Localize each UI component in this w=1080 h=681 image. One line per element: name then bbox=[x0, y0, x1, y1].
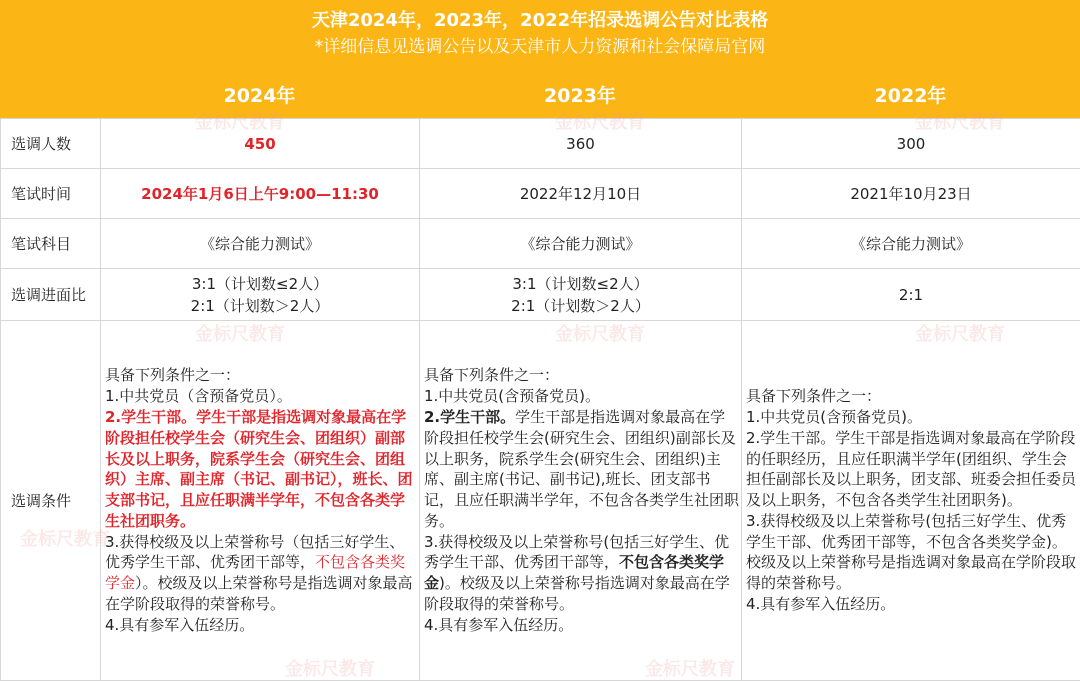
count-2024: 450 bbox=[101, 119, 420, 169]
exam-time-2023: 2022年12月10日 bbox=[420, 169, 742, 219]
cond-2022-intro: 具备下列条件之一： bbox=[746, 386, 1078, 407]
cond-2023-intro: 具备下列条件之一： bbox=[424, 365, 739, 386]
cond-2024-item3-c: ）。校级及以上荣誉称号是指选调对象最高在学阶段取得的荣誉称号。 bbox=[105, 574, 413, 613]
ratio-2023 bbox=[420, 269, 742, 321]
watermark: 金标尺教育 bbox=[915, 320, 1005, 346]
table-row bbox=[1, 321, 1080, 681]
table-row bbox=[1, 219, 1080, 269]
cond-2023-item1: 1.中共党员(含预备党员)。 bbox=[424, 386, 739, 407]
cond-2023-item3 bbox=[424, 532, 739, 615]
ratio-2024-line1: 3:1（计划数≤2人） bbox=[101, 273, 419, 295]
table-subtitle: *详细信息见选调公告以及天津市人力资源和社会保障局官网 bbox=[0, 36, 1080, 58]
row-label-exam-subject: 笔试科目 bbox=[1, 219, 101, 269]
count-2022: 300 bbox=[742, 119, 1080, 169]
table-row bbox=[1, 269, 1080, 321]
cond-2024-item3-highlight: 不包含各类奖学金 bbox=[105, 553, 405, 592]
ratio-2022: 2:1 bbox=[742, 269, 1080, 321]
watermark: 金标尺教育 bbox=[285, 655, 375, 681]
year-header-row bbox=[0, 70, 1080, 118]
row-label-count: 选调人数 bbox=[1, 119, 101, 169]
cond-2023-item4: 4.具有参军入伍经历。 bbox=[424, 615, 739, 636]
year-2023-header: 2023年 bbox=[419, 70, 741, 118]
cond-2023-item2 bbox=[424, 407, 739, 532]
ratio-2024 bbox=[101, 269, 420, 321]
exam-time-2024: 2024年1月6日上午9:00—11:30 bbox=[101, 169, 420, 219]
year-2022-header: 2022年 bbox=[741, 70, 1080, 118]
cond-2023-item2-body: 学生干部是指选调对象最高在学阶段担任校学生会(研究生会、团组织)副部长及以上职务，院系学生会(研究生会、团组织)主席、副主席(书记、副书记),班长、团支部书记，且应任职满半学年，不包含各类学生社团职务。 bbox=[424, 408, 739, 530]
exam-time-2022: 2021年10月23日 bbox=[742, 169, 1080, 219]
cond-2024-item2: 2.学生干部。学生干部是指选调对象最高在学阶段担任校学生会（研究生会、团组织）副部长及以上职务，院系学生会（研究生会、团组织）主席、副主席（书记、副书记），班长、团支部书记，且应任职满半学年，不包含各类学生社团职务。 bbox=[105, 407, 417, 532]
cond-2022-item4: 4.具有参军入伍经历。 bbox=[746, 594, 1078, 615]
watermark: 金标尺教育 bbox=[645, 655, 735, 681]
exam-subject-2023: 《综合能力测试》 bbox=[420, 219, 742, 269]
year-2024-header: 2024年 bbox=[100, 70, 419, 118]
conditions-2022 bbox=[742, 321, 1080, 681]
row-label-ratio: 选调进面比 bbox=[1, 269, 101, 321]
ratio-2023-line1: 3:1（计划数≤2人） bbox=[420, 273, 741, 295]
cond-2022-item3: 3.获得校级及以上荣誉称号(包括三好学生、优秀学生干部、优秀团干部等，不包含各类奖学金)。校级及以上荣誉称号是指选调对象最高在学阶段取得的荣誉称号。 bbox=[746, 511, 1078, 594]
exam-subject-2022: 《综合能力测试》 bbox=[742, 219, 1080, 269]
row-label-conditions: 选调条件 bbox=[1, 321, 101, 681]
table-title: 天津2024年，2023年，2022年招录选调公告对比表格 bbox=[0, 0, 1080, 32]
cond-2024-item1: 1.中共党员（含预备党员）。 bbox=[105, 386, 417, 407]
table-row bbox=[1, 169, 1080, 219]
cond-2024-intro: 具备下列条件之一： bbox=[105, 365, 417, 386]
count-2023: 360 bbox=[420, 119, 742, 169]
watermark: 金标尺教育 bbox=[195, 320, 285, 346]
cond-2024-item3 bbox=[105, 532, 417, 615]
watermark: 金标尺教育 bbox=[555, 108, 645, 134]
cond-2024-item4: 4.具有参军入伍经历。 bbox=[105, 615, 417, 636]
cond-2023-item3-a: 3.获得校级及以上荣誉称号(包括三好学生、优秀学生干部、优秀团干部等， bbox=[424, 533, 729, 572]
watermark: 金标尺教育 bbox=[20, 525, 110, 551]
exam-subject-2024: 《综合能力测试》 bbox=[101, 219, 420, 269]
cond-2022-item1: 1.中共党员(含预备党员)。 bbox=[746, 407, 1078, 428]
ratio-2024-line2: 2:1（计划数＞2人） bbox=[101, 295, 419, 317]
conditions-2024 bbox=[101, 321, 420, 681]
cond-2023-item3-c: )。校级及以上荣誉称号指选调对象最高在学阶段取得的荣誉称号。 bbox=[424, 574, 730, 613]
table-row bbox=[1, 119, 1080, 169]
watermark: 金标尺教育 bbox=[195, 108, 285, 134]
comparison-table bbox=[0, 118, 1080, 681]
watermark: 金标尺教育 bbox=[915, 108, 1005, 134]
cond-2022-item2: 2.学生干部。学生干部是指选调对象最高在学阶段的任职经历，且应任职满半学年(团组织、学生会担任副部长及以上职务，团支部、班委会担任委员及以上职务，不包含各类学生社团职务)。 bbox=[746, 428, 1078, 511]
cond-2024-item3-a: 3.获得校级及以上荣誉称号（包括三好学生、优秀学生干部、优秀团干部等， bbox=[105, 533, 404, 572]
ratio-2023-line2: 2:1（计划数＞2人） bbox=[420, 295, 741, 317]
table-header bbox=[0, 0, 1080, 70]
conditions-2023 bbox=[420, 321, 742, 681]
watermark: 金标尺教育 bbox=[555, 320, 645, 346]
cond-2023-item2-heading: 2.学生干部。 bbox=[424, 408, 515, 426]
cond-2023-item3-highlight: 不包含各类奖学金 bbox=[424, 553, 724, 592]
row-label-exam-time: 笔试时间 bbox=[1, 169, 101, 219]
